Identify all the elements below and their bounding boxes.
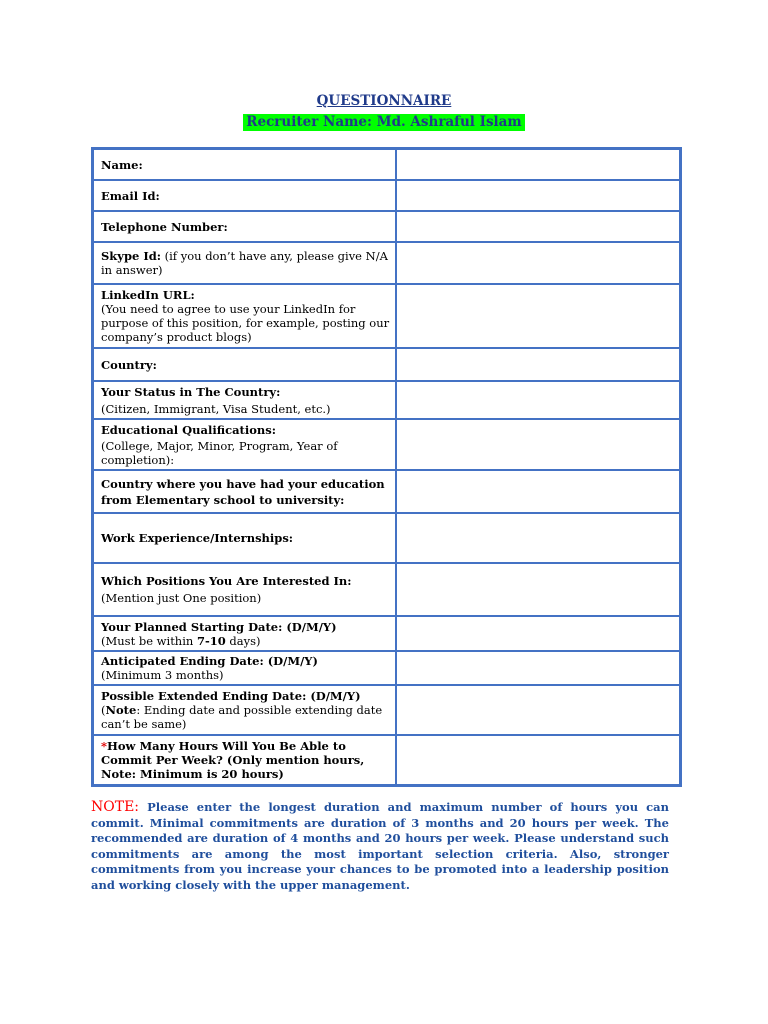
label-cell <box>93 685 396 735</box>
label-cell <box>93 348 396 381</box>
row-status <box>93 381 680 419</box>
answer-cell-end-date[interactable] <box>396 651 680 685</box>
page-title: QUESTIONNAIRE <box>316 93 452 109</box>
hint-text: (Must be within <box>101 633 197 648</box>
answer-cell-email[interactable] <box>396 180 680 211</box>
answer-cell-education-country[interactable] <box>396 470 680 513</box>
field-hint <box>101 703 392 731</box>
field-label: How Many Hours Will You Be Able to Commit Per Week? (Only mention hours, Note: Minimum is 20 hours) <box>101 739 365 781</box>
row-skype <box>93 242 680 284</box>
field-label: Educational Qualifications: <box>101 422 276 437</box>
answer-cell-name[interactable] <box>396 149 680 180</box>
field-hint: (You need to agree to use your LinkedIn for purpose of this position, for example, posting our company’s product blogs) <box>101 302 390 344</box>
field-label: Country where you have had your education from Elementary school to university: <box>101 476 385 507</box>
note-label: NOTE: <box>91 799 140 815</box>
label-cell <box>93 563 396 616</box>
recruiter-name-highlight: Recruiter Name: Md. Ashraful Islam <box>243 114 524 131</box>
hint-emphasis: 7-10 <box>196 633 226 648</box>
field-label: Your Planned Starting Date: (D/M/Y) <box>101 619 337 634</box>
field-label: LinkedIn URL: <box>101 288 195 302</box>
field-label: Telephone Number: <box>101 219 228 234</box>
row-telephone <box>93 211 680 242</box>
hint-text: ( <box>101 703 106 717</box>
answer-cell-extended-date[interactable] <box>396 685 680 735</box>
label-cell <box>93 211 396 242</box>
label-cell <box>93 149 396 180</box>
label-cell <box>93 735 396 785</box>
row-linkedin <box>93 284 680 348</box>
field-label: Your Status in The Country: <box>101 384 281 399</box>
note-paragraph <box>91 800 669 893</box>
field-hint: (Mention just One position) <box>101 591 262 605</box>
answer-cell-country[interactable] <box>396 348 680 381</box>
note-text: Please enter the longest duration and maximum number of hours you can commit. Minimal commitments are duration of 3 months and 20 hours per week. The recommended are duration of 4 months and 20 hours per week. Please understand such commitments are among the most important selection criteria. Also, stronger commitments from you increase your chances to be promoted into a leadership position and working closely with the upper management. <box>91 800 669 892</box>
row-country <box>93 348 680 381</box>
answer-cell-status[interactable] <box>396 381 680 419</box>
answer-cell-skype[interactable] <box>396 242 680 284</box>
row-work-experience <box>93 513 680 563</box>
answer-cell-education[interactable] <box>396 419 680 470</box>
label-cell <box>93 616 396 651</box>
field-label: Possible Extended Ending Date: (D/M/Y) <box>101 689 361 703</box>
row-positions <box>93 563 680 616</box>
row-hours <box>93 735 680 785</box>
row-name <box>93 149 680 180</box>
answer-cell-positions[interactable] <box>396 563 680 616</box>
row-education-country <box>93 470 680 513</box>
row-email <box>93 180 680 211</box>
questionnaire-table <box>91 147 682 787</box>
label-cell <box>93 242 396 284</box>
recruiter-line <box>0 111 768 131</box>
field-hint: (Citizen, Immigrant, Visa Student, etc.) <box>101 401 331 416</box>
answer-cell-hours[interactable] <box>396 735 680 785</box>
answer-cell-linkedin[interactable] <box>396 284 680 348</box>
field-hint: (College, Major, Minor, Program, Year of completion): <box>101 438 338 467</box>
label-cell <box>93 651 396 685</box>
field-hint: (Minimum 3 months) <box>101 668 224 682</box>
label-cell <box>93 180 396 211</box>
label-cell <box>93 470 396 513</box>
answer-cell-start-date[interactable] <box>396 616 680 651</box>
row-extended-date <box>93 685 680 735</box>
row-start-date <box>93 616 680 651</box>
answer-cell-work-experience[interactable] <box>396 513 680 563</box>
required-asterisk: * <box>101 739 108 753</box>
label-cell <box>93 381 396 419</box>
label-cell <box>93 513 396 563</box>
hint-text: days) <box>225 633 261 648</box>
field-label: Country: <box>101 357 157 372</box>
field-label: Which Positions You Are Interested In: <box>101 574 352 588</box>
field-label: Anticipated Ending Date: (D/M/Y) <box>101 654 318 668</box>
label-cell <box>93 419 396 470</box>
field-hint: (if you don’t have any, please give N/A in answer) <box>101 249 388 277</box>
field-label: Name: <box>101 157 143 172</box>
answer-cell-telephone[interactable] <box>396 211 680 242</box>
hint-text: : Ending date and possible extending date can’t be same) <box>101 703 383 731</box>
field-label: Skype Id: <box>101 249 161 263</box>
field-label: Email Id: <box>101 188 160 203</box>
row-education <box>93 419 680 470</box>
row-end-date <box>93 651 680 685</box>
label-cell <box>93 284 396 348</box>
hint-emphasis: Note <box>105 703 137 717</box>
field-hint <box>101 634 392 648</box>
field-label: Work Experience/Internships: <box>101 531 294 545</box>
